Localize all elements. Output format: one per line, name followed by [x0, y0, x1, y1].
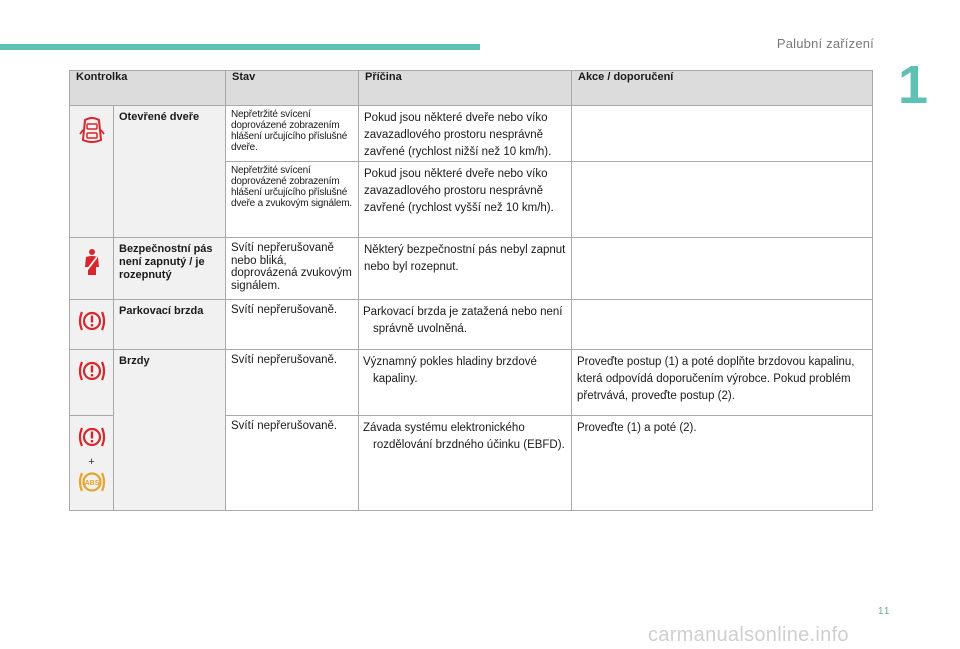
- door-open-warning-icon: [79, 116, 105, 146]
- row-name-cell: [114, 300, 226, 350]
- pricina-cell: [359, 106, 572, 162]
- akce-cell: [572, 300, 873, 350]
- pricina-text: Závada systému elektronického rozdělování brzdného účinku (EBFD).: [363, 422, 565, 451]
- stav-cell: [226, 162, 359, 238]
- akce-cell: [572, 162, 873, 238]
- pricina-text: Některý bezpečnostní pás nebyl zapnut nebo byl rozepnut.: [364, 244, 566, 273]
- row-name-cell: [114, 238, 226, 300]
- stav-text: Svítí nepřerušovaně.: [231, 304, 338, 316]
- stav-text: Svítí nepřerušovaně.: [231, 420, 338, 432]
- brake-warning-icon: [77, 358, 107, 384]
- akce-cell: [572, 350, 873, 416]
- icon-cell: [70, 300, 114, 350]
- akce-text: [572, 106, 872, 110]
- row-name: Parkovací brzda: [119, 305, 204, 317]
- pricina-cell: [359, 350, 572, 416]
- page-number: 11: [878, 606, 891, 617]
- plus-sign: +: [88, 456, 95, 468]
- stav-cell: [226, 106, 359, 162]
- icon-cell: [70, 416, 114, 511]
- seatbelt-warning-icon: [80, 248, 104, 276]
- table-row: [70, 106, 873, 162]
- akce-cell: [572, 238, 873, 300]
- akce-text: [572, 238, 872, 242]
- akce-text: Proveďte (1) a poté (2).: [577, 422, 697, 434]
- akce-cell: [572, 416, 873, 511]
- warning-lights-table: [69, 70, 873, 511]
- header-kontrolka: Kontrolka: [70, 71, 226, 106]
- icon-cell: [70, 106, 114, 238]
- akce-cell: [572, 106, 873, 162]
- row-name-cell: [114, 106, 226, 238]
- pricina-cell: [359, 238, 572, 300]
- pricina-cell: [359, 416, 572, 511]
- brake-warning-icon: [77, 424, 107, 450]
- stav-text: Svítí nepřerušovaně.: [231, 354, 338, 366]
- stav-cell: [226, 416, 359, 511]
- akce-text: [572, 300, 872, 304]
- akce-text: Proveďte postup (1) a poté doplňte brzdovou kapalinu, která odpovídá doporučením výrobce. Pokud problém přetrvává, proveďte postup (2).: [577, 356, 855, 402]
- watermark: carmanualsonline.info: [648, 624, 849, 646]
- row-name-cell: [114, 350, 226, 511]
- pricina-cell: [359, 162, 572, 238]
- row-name: Brzdy: [119, 355, 150, 367]
- stav-cell: [226, 300, 359, 350]
- pricina-text: Pokud jsou některé dveře nebo víko zavazadlového prostoru nesprávně zavřené (rychlost nižší než 10 km/h).: [364, 112, 552, 158]
- pricina-text: Parkovací brzda je zatažená nebo není správně uvolněná.: [363, 306, 563, 335]
- table-row: [70, 300, 873, 350]
- header-pricina: Příčina: [359, 71, 572, 106]
- stav-text: Nepřetržité svícení doprovázené zobrazením hlášení určujícího příslušné dveře a zvukovým signálem.: [231, 165, 352, 209]
- parking-brake-warning-icon: [77, 308, 107, 334]
- akce-text: [572, 162, 872, 166]
- stav-text: Svítí nepřerušovaně nebo bliká, doprovázená zvukovým signálem.: [231, 242, 352, 292]
- table-header-row: [70, 71, 873, 106]
- row-name: Bezpečnostní pás není zapnutý / je rozepnutý: [119, 243, 213, 281]
- stav-text: Nepřetržité svícení doprovázené zobrazením hlášení určujícího příslušné dveře.: [231, 109, 348, 153]
- section-title: Palubní zařízení: [776, 36, 874, 51]
- table-row: [70, 350, 873, 416]
- icon-cell: [70, 350, 114, 416]
- svg-text:ABS: ABS: [84, 480, 99, 487]
- header-stav: Stav: [226, 71, 359, 106]
- accent-bar: [0, 44, 480, 50]
- abs-warning-icon: [77, 469, 107, 495]
- header-akce: Akce / doporučení: [572, 71, 873, 106]
- row-name: Otevřené dveře: [119, 111, 200, 123]
- pricina-text: Významný pokles hladiny brzdové kapaliny.: [363, 356, 537, 385]
- table-row: [70, 238, 873, 300]
- pricina-text: Pokud jsou některé dveře nebo víko zavazadlového prostoru nesprávně zavřené (rychlost vyšší než 10 km/h).: [364, 168, 554, 214]
- stav-cell: [226, 350, 359, 416]
- chapter-number: 1: [898, 55, 929, 115]
- icon-cell: [70, 238, 114, 300]
- stav-cell: [226, 238, 359, 300]
- pricina-cell: [359, 300, 572, 350]
